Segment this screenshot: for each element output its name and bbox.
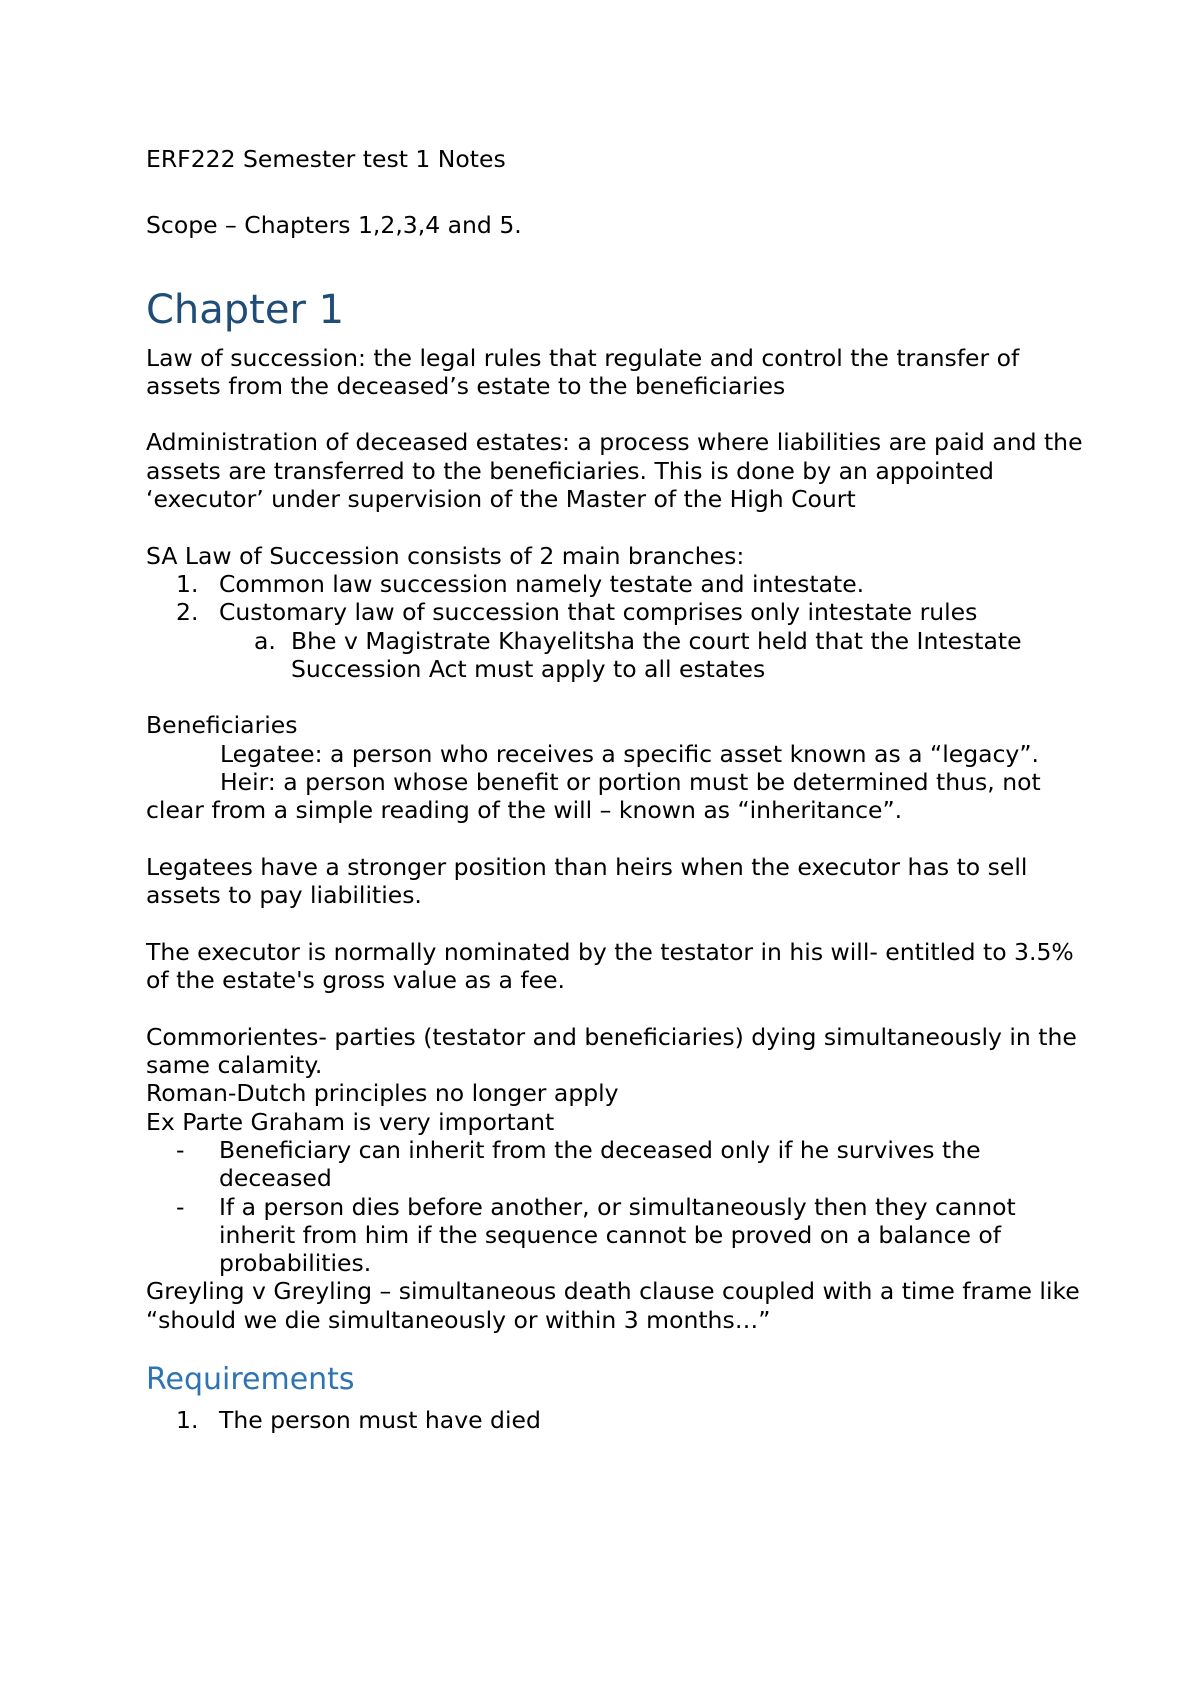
beneficiaries-heading: Beneficiaries — [146, 711, 298, 740]
ex-parte-line: Ex Parte Graham is very important — [146, 1107, 555, 1136]
list-marker: a. — [254, 626, 276, 655]
list-marker: - — [176, 1192, 185, 1221]
list-item-text: The person must have died — [219, 1405, 541, 1434]
list-item — [176, 1406, 1086, 1434]
greyling-paragraph: Greyling v Greyling – simultaneous death clause coupled with a time frame like “should we die simultaneously or within 3 months…” — [146, 1277, 1080, 1334]
list-marker: - — [176, 1135, 185, 1164]
commorientes-paragraph: Commorientes- parties (testator and beneficiaries) dying simultaneously in the same calamity. — [146, 1022, 1077, 1080]
legatee-definition: Legatee: a person who receives a specific asset known as a “legacy”. — [220, 739, 1039, 768]
document-title: ERF222 Semester test 1 Notes — [146, 145, 506, 173]
list-item — [176, 1136, 1086, 1193]
roman-dutch-line: Roman-Dutch principles no longer apply — [146, 1079, 619, 1108]
list-item-text: Customary law of succession that comprises only intestate rules — [219, 598, 978, 627]
administration-paragraph: Administration of deceased estates: a process where liabilities are paid and the assets are transferred to the beneficiaries. This is done by an appointed ‘executor’ under supervision of the Master of the High Court — [146, 428, 1083, 514]
branches-intro: SA Law of Succession consists of 2 main branches: — [146, 541, 745, 570]
law-of-succession-paragraph: Law of succession: the legal rules that regulate and control the transfer of assets from the deceased’s estate to the beneficiaries — [146, 343, 1020, 400]
list-item — [176, 570, 1086, 598]
executor-fee-paragraph: The executor is normally nominated by the testator in his will- entitled to 3.5% of the estate's gross value as a fee. — [146, 937, 1074, 995]
requirements-heading: Requirements — [146, 1361, 355, 1397]
list-item-text: Common law succession namely testate and intestate. — [219, 569, 865, 598]
sub-list-item — [254, 627, 1086, 684]
list-marker: 2. — [176, 598, 199, 627]
heir-definition: Heir: a person whose benefit or portion must be determined thus, not clear from a simple reading of the will – known as “inheritance”. — [146, 768, 1041, 825]
document-body — [146, 145, 1086, 1434]
list-item-text: If a person dies before another, or simultaneously then they cannot inherit from him if the sequence cannot be proved on a balance of probabilities. — [219, 1192, 1016, 1278]
list-marker: 1. — [176, 1405, 199, 1434]
list-item — [176, 598, 1086, 626]
list-item-text: Bhe v Magistrate Khayelitsha the court held that the Intestate Succession Act must apply to all estates — [291, 626, 1022, 683]
scope-line: Scope – Chapters 1,2,3,4 and 5. — [146, 211, 522, 240]
list-item-text: Beneficiary can inherit from the deceased only if he survives the deceased — [219, 1135, 981, 1193]
list-item — [176, 1193, 1086, 1278]
list-marker: 1. — [176, 569, 199, 598]
legatees-position-paragraph: Legatees have a stronger position than heirs when the executor has to sell assets to pay liabilities. — [146, 852, 1028, 910]
chapter-1-heading: Chapter 1 — [146, 286, 345, 333]
